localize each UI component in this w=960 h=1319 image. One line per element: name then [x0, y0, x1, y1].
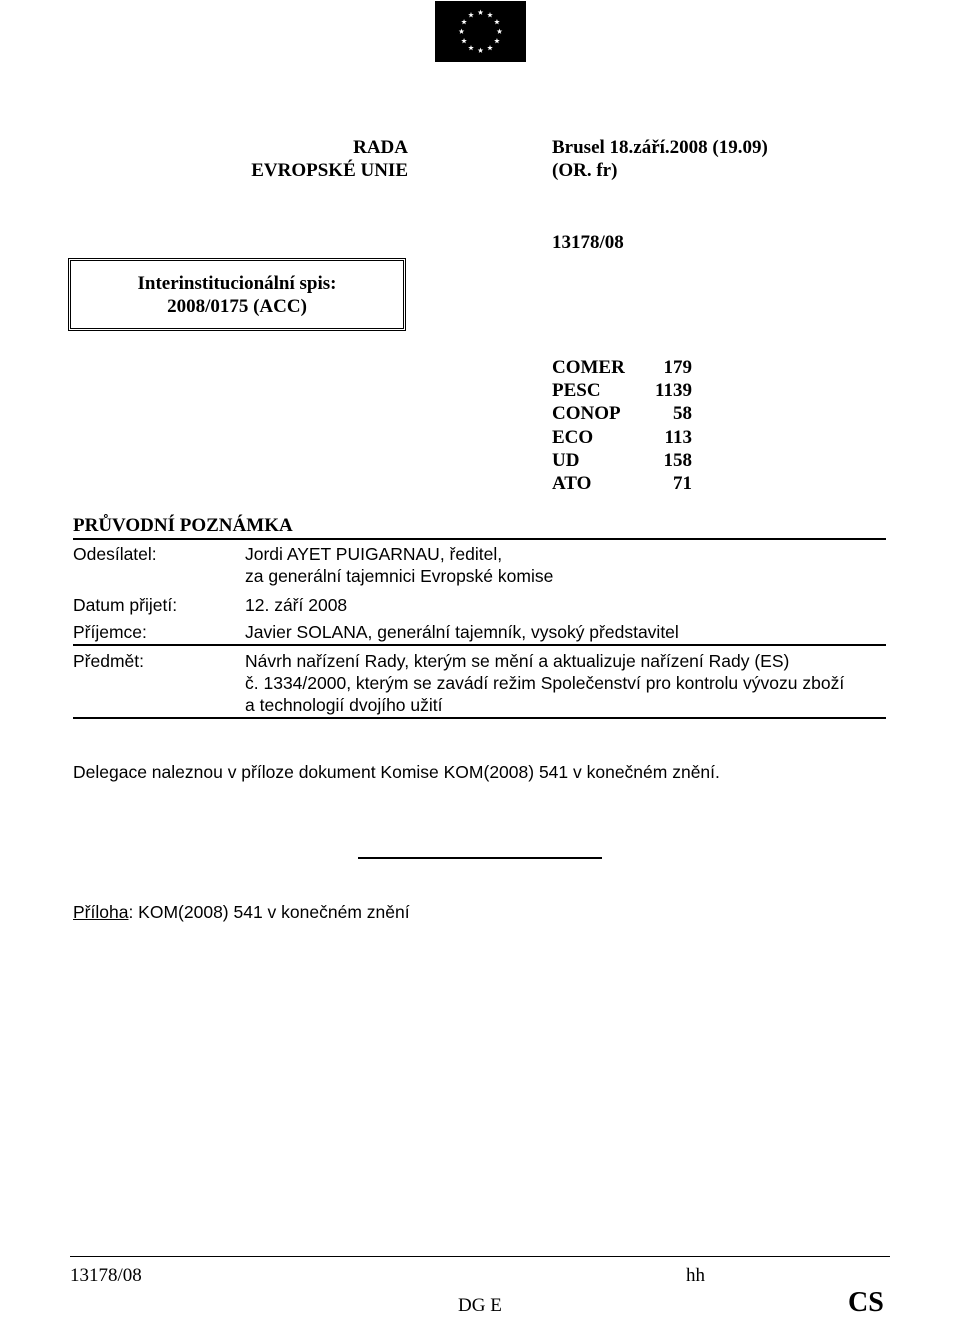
code-number: 179: [663, 357, 692, 378]
annex-line: [73, 901, 410, 923]
code-row: [552, 356, 692, 379]
interinstitutional-file-box: [68, 258, 406, 331]
footer-dg: DG E: [458, 1295, 502, 1316]
star-icon: [478, 48, 484, 53]
star-icon: [494, 38, 500, 43]
code-label: COMER: [552, 357, 625, 378]
divider: [73, 717, 886, 719]
divider: [73, 644, 886, 646]
footer-document-number: 13178/08: [70, 1265, 142, 1286]
subject-line-2: č. 1334/2000, kterým se zavádí režim Společenství pro kontrolu vývozu zboží: [245, 673, 845, 693]
code-label: PESC: [552, 380, 601, 402]
sender-label: Odesílatel:: [73, 544, 157, 564]
subject-label: Předmět:: [73, 651, 144, 671]
code-number: 1139: [655, 380, 692, 402]
council-line-2: EVROPSKÉ UNIE: [251, 160, 408, 181]
sender-line-2: za generální tajemnici Evropské komise: [245, 566, 554, 586]
code-row: [552, 402, 692, 425]
code-number: 158: [663, 449, 692, 471]
classification-codes: [552, 356, 692, 495]
recipient-value: Javier SOLANA, generální tajemník, vysoký představitel: [245, 622, 679, 642]
code-row: [552, 449, 692, 472]
annex-label: Příloha: [73, 902, 129, 922]
received-date-value: 12. září 2008: [245, 595, 348, 615]
original-language: (OR. fr): [552, 160, 618, 181]
star-icon: [459, 29, 465, 34]
sender-value: [245, 543, 553, 587]
star-icon: [494, 19, 500, 24]
subject-line-1: Návrh nařízení Rady, kterým se mění a aktualizuje nařízení Rady (ES): [245, 651, 790, 671]
body-text: Delegace naleznou v příloze dokument Komise KOM(2008) 541 v konečném znění.: [73, 762, 720, 782]
code-row: [552, 426, 692, 449]
date-line: Brusel 18.září.2008 (19.09): [552, 137, 768, 158]
council-line-1: RADA: [353, 137, 408, 158]
footer-language-code: CS: [848, 1287, 884, 1318]
separator-line: [358, 857, 602, 859]
annex-text: : KOM(2008) 541 v konečném znění: [128, 902, 410, 922]
code-label: UD: [552, 449, 580, 471]
eu-flag-logo: [435, 1, 526, 62]
star-icon: [487, 12, 493, 17]
footer-divider: [70, 1256, 890, 1257]
code-number: 58: [673, 403, 692, 425]
footer-initials: hh: [686, 1265, 705, 1286]
subject-line-3: a technologií dvojího užití: [245, 695, 443, 715]
note-title: PRŮVODNÍ POZNÁMKA: [73, 515, 293, 536]
star-icon: [461, 19, 467, 24]
received-date-label: Datum přijetí:: [73, 595, 178, 615]
subject-value: [245, 650, 885, 716]
code-number: 113: [664, 426, 692, 448]
code-row: [552, 472, 692, 495]
code-label: CONOP: [552, 403, 621, 425]
divider: [73, 538, 886, 540]
star-icon: [478, 10, 484, 15]
eu-stars-icon: [435, 1, 526, 62]
code-label: ECO: [552, 426, 594, 448]
interinstitutional-value: 2008/0175 (ACC): [167, 295, 307, 317]
council-name: [180, 136, 408, 182]
star-icon: [468, 45, 474, 50]
code-number: 71: [673, 472, 692, 494]
sender-line-1: Jordi AYET PUIGARNAU, ředitel,: [245, 544, 503, 564]
recipient-label: Příjemce:: [73, 622, 147, 642]
date-block: [552, 136, 852, 182]
star-icon: [468, 12, 474, 17]
code-row: [552, 379, 692, 402]
document-number: 13178/08: [552, 232, 624, 253]
star-icon: [461, 38, 467, 43]
star-icon: [497, 29, 503, 34]
interinstitutional-label: Interinstitucionální spis:: [137, 272, 337, 294]
star-icon: [487, 45, 493, 50]
code-label: ATO: [552, 472, 592, 494]
